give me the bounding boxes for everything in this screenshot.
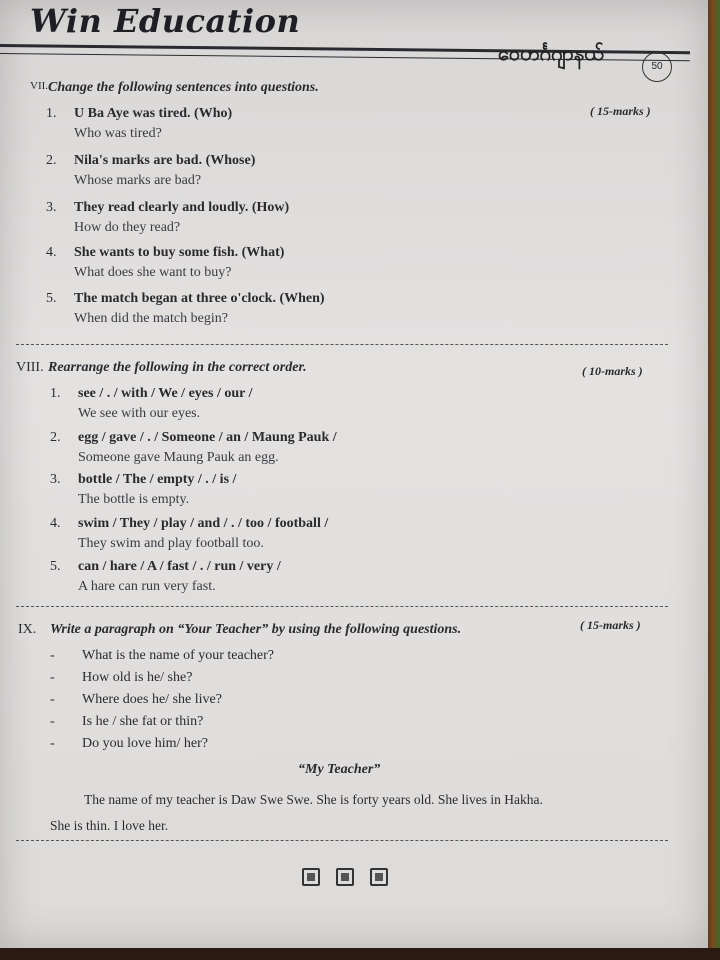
section-title: Rearrange the following in the correct order. (48, 360, 307, 375)
section-marks: ( 15-marks ) (590, 104, 651, 118)
ornament-icon (370, 868, 388, 886)
section-divider (16, 840, 668, 841)
page-number: 50 (642, 52, 672, 82)
section-number: VII. (30, 80, 49, 92)
section-divider (16, 606, 668, 607)
brand-logo: Win Education (30, 2, 301, 40)
section-number: VIII. (16, 360, 44, 375)
footer-ornament (302, 868, 404, 891)
ornament-icon (302, 868, 320, 886)
worksheet-page: Win Education ဝေဟင်္ဂဂျာနယ် 50 VII. Change the following sentences into questions. ( 15-marks ) 1. U Ba Aye was tired. (Who) Who was tired? 2. Nila's marks are bad. (Whose) Whose marks are bad? 3. They read clearly and loudly. (How) How do they read? 4. She wants to buy some fish. (What) What does she want to buy? 5. The match began at three o'clock. (When) When did the match begin? VIII. Rearrange the following in the correct order. ( 10-marks ) 1. see / . / with / We / eyes / our / We see with our eyes. 2. egg / gave / . / Someone / an / Maung Pauk / Someone gave Maung Pauk an egg. 3. bottle / The / empty / . / is / The bottle is empty. 4. swim / They / play / and / . / too / football / They swim and play football too. 5. can / hare / A / fast / . / run / very / A hare can run very fast. IX. Write a paragraph on “Your Teacher” by using the following questions. ( 15-marks ) - What is the name of your teacher? - How old is he/ she? - Where does he/ she live? - Is he / she fat or thin? - Do you love him/ her? “My Teacher” The name of my teacher is Daw Swe Swe. She is forty years old. She lives in Hakha. She is thin. I love her. (0, 0, 708, 948)
section-number: IX. (18, 622, 37, 637)
ornament-icon (336, 868, 354, 886)
section-title: Write a paragraph on “Your Teacher” by using the following questions. (50, 622, 462, 637)
essay-title: “My Teacher” (298, 762, 381, 777)
section-divider (16, 344, 668, 345)
background-edge (0, 948, 720, 960)
section-title: Change the following sentences into questions. (48, 80, 319, 95)
essay-line: She is thin. I love her. (50, 818, 169, 833)
myanmar-title: ဝေဟင်္ဂဂျာနယ် (498, 41, 604, 65)
essay-line: The name of my teacher is Daw Swe Swe. She is forty years old. She lives in Hakha. (84, 792, 543, 807)
background-edge (708, 0, 720, 960)
section-marks: ( 10-marks ) (582, 364, 643, 378)
section-marks: ( 15-marks ) (580, 618, 641, 632)
